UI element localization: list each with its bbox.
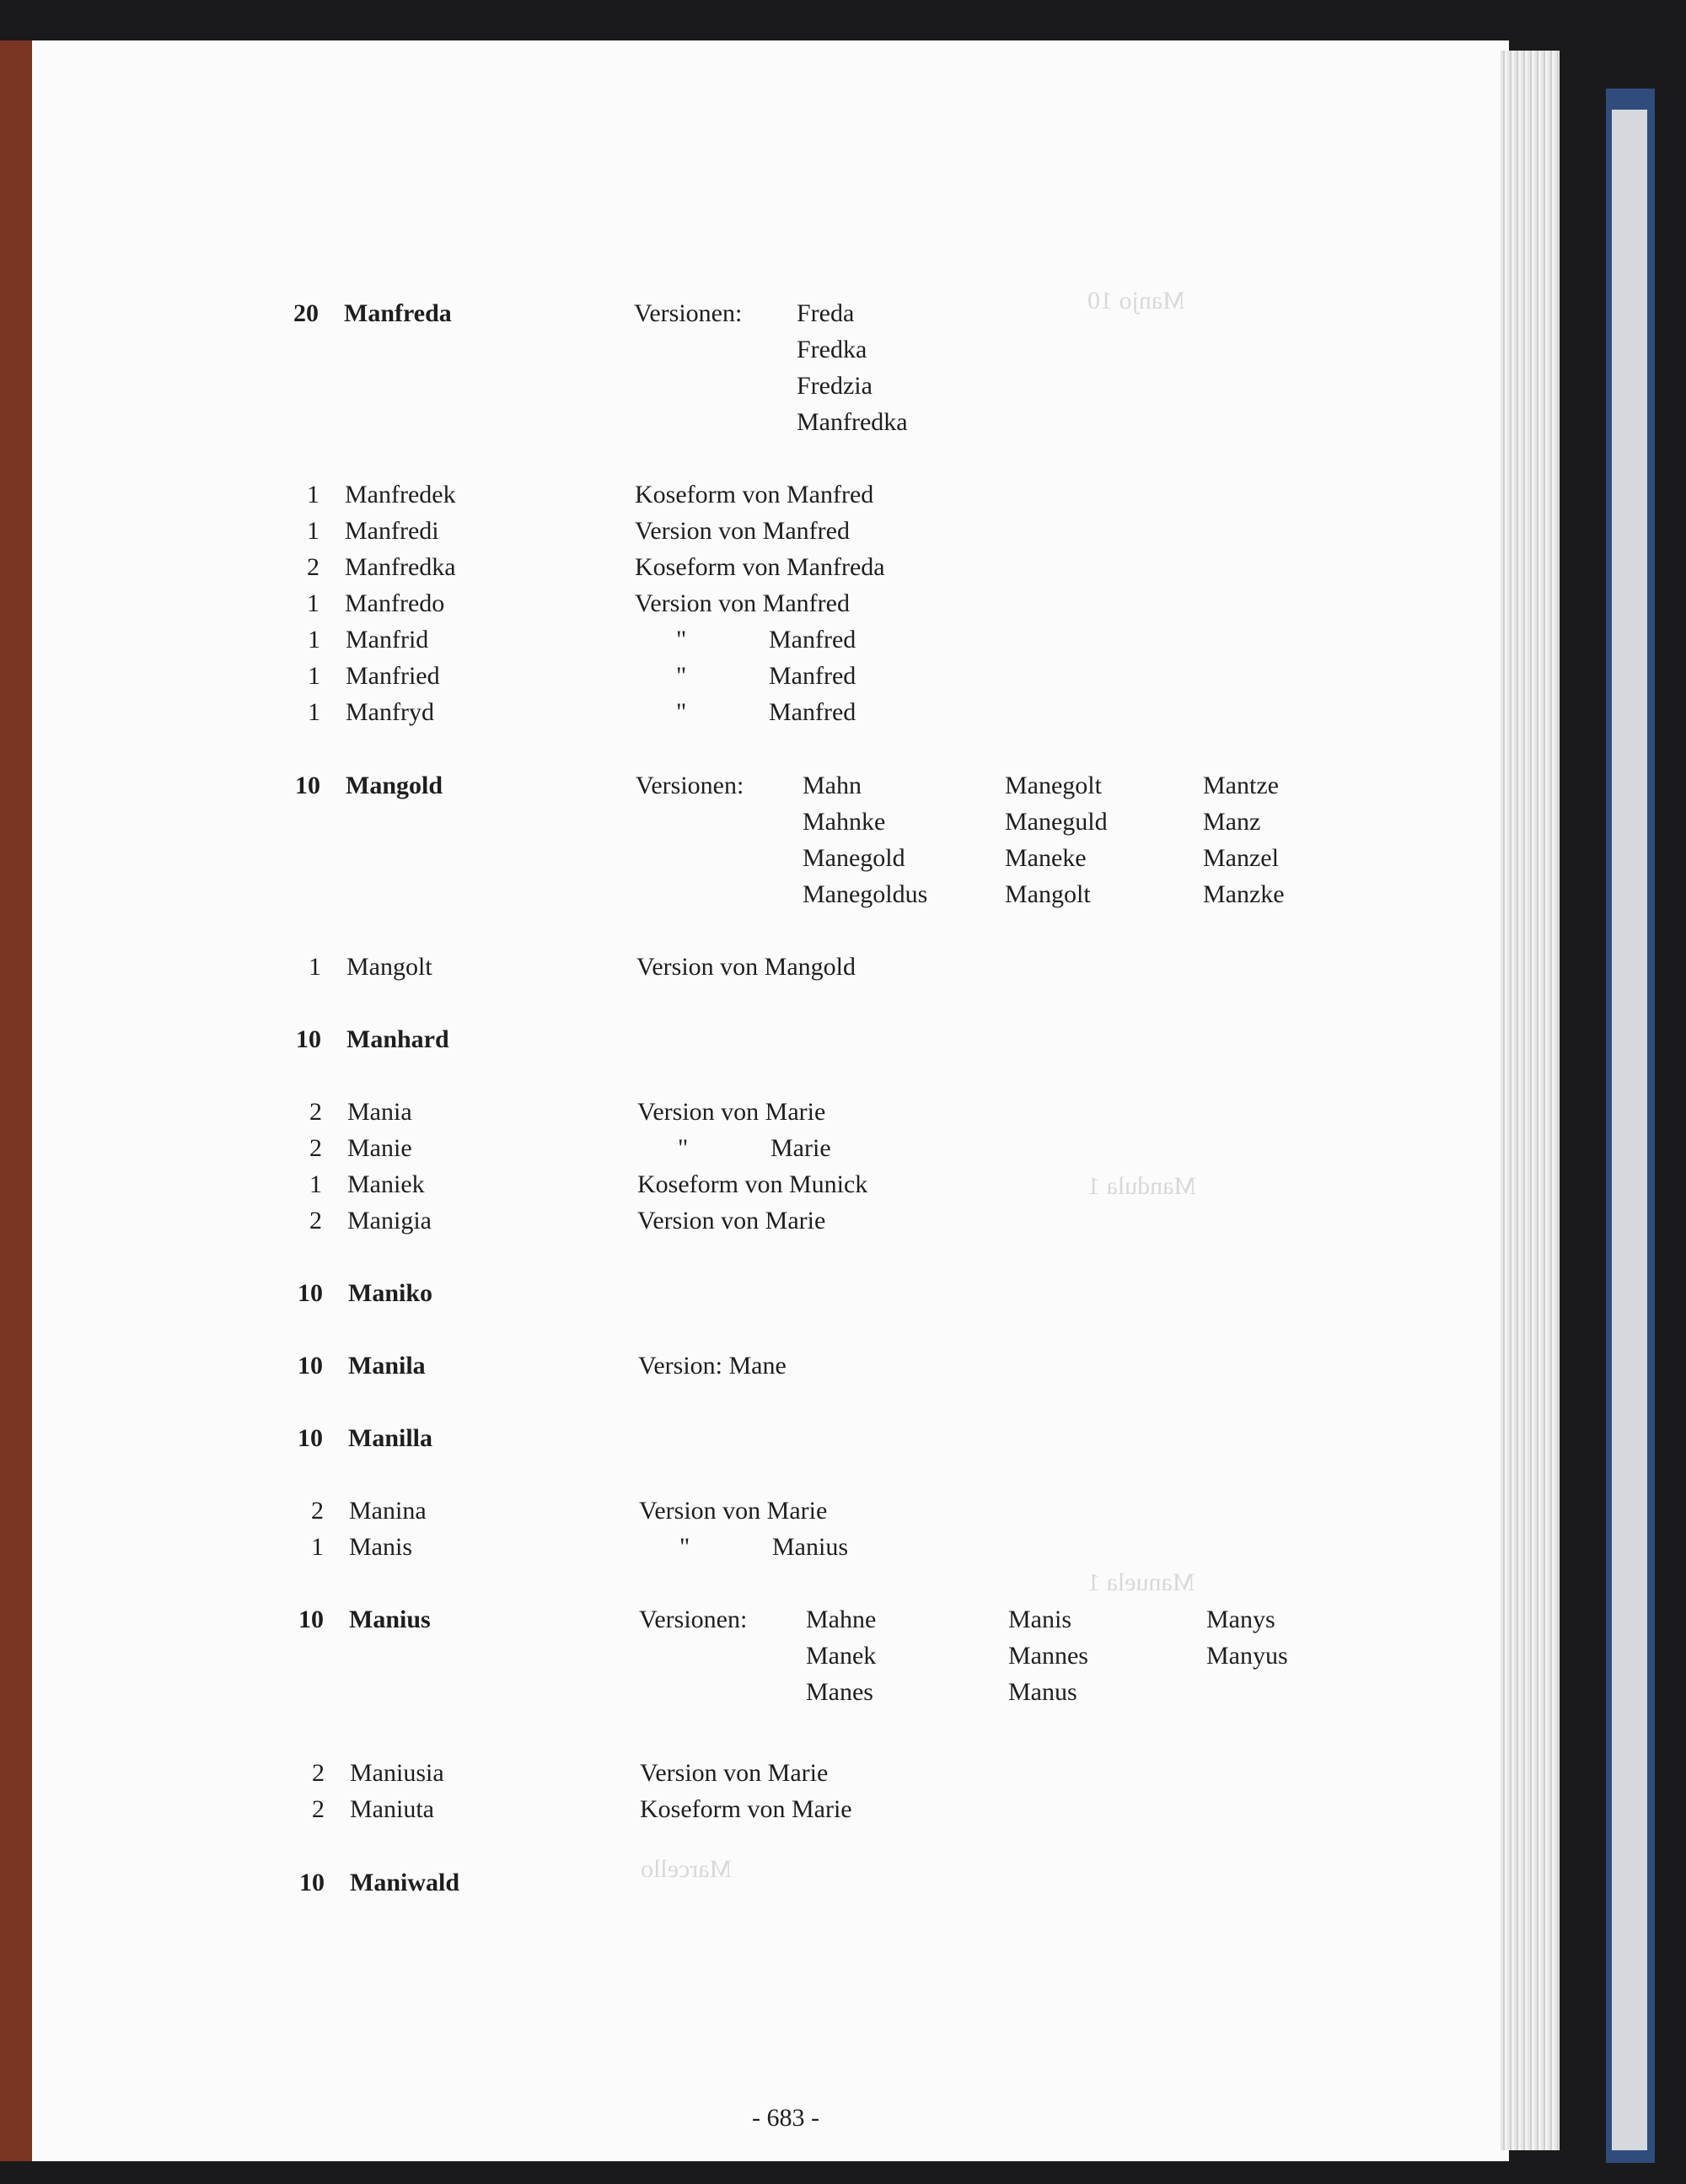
- entry-name: Manfredek: [345, 481, 456, 508]
- ditto-mark: ": [676, 662, 687, 690]
- entry-name: Manfryd: [346, 698, 434, 726]
- entry-description: Manfred: [769, 626, 856, 654]
- ditto-mark: ": [676, 698, 687, 726]
- entry-description: Koseform von Manfred: [635, 481, 874, 508]
- entry-count: 1: [311, 1533, 324, 1561]
- book-spine-edge: [0, 40, 34, 2161]
- entry-description: Manfred: [769, 698, 856, 726]
- entry-name: Manhard: [346, 1025, 449, 1053]
- entry-description: Version von Marie: [637, 1098, 826, 1126]
- entry-name: Maniusia: [350, 1759, 444, 1787]
- variant-name: Manyus: [1206, 1642, 1288, 1670]
- entry-count: 1: [308, 662, 320, 690]
- entry-description: Versionen:: [636, 772, 744, 799]
- variant-name: Manzel: [1203, 844, 1279, 872]
- entry-description: Koseform von Marie: [640, 1795, 852, 1823]
- entry-description: Marie: [771, 1134, 831, 1162]
- entry-description: Versionen:: [639, 1606, 748, 1633]
- entry-description: Version von Marie: [637, 1207, 826, 1235]
- ditto-mark: ": [679, 1533, 690, 1561]
- entry-count: 1: [307, 589, 319, 617]
- page-number: - 683 -: [752, 2104, 819, 2132]
- ditto-mark: ": [678, 1134, 689, 1162]
- entry-count: 1: [308, 698, 320, 726]
- variant-name: Mahn: [803, 772, 862, 799]
- entry-name: Mangolt: [346, 953, 432, 981]
- entry-count: 2: [312, 1759, 325, 1787]
- variant-name: Mahnke: [803, 808, 886, 836]
- entry-count: 1: [309, 953, 321, 981]
- variant-name: Manus: [1008, 1678, 1077, 1706]
- ditto-mark: ": [676, 626, 687, 654]
- variant-name: Manys: [1206, 1606, 1275, 1633]
- variant-name: Mangolt: [1005, 880, 1091, 908]
- entry-name: Manfredka: [345, 553, 456, 581]
- entry-count: 2: [312, 1795, 325, 1823]
- variant-name: Manzke: [1203, 880, 1285, 908]
- variant-name: Manegoldus: [803, 880, 928, 908]
- entry-description: Koseform von Manfreda: [635, 553, 885, 581]
- entry-count: 10: [299, 1869, 325, 1896]
- variant-name: Manis: [1008, 1606, 1071, 1633]
- show-through-text: Marcello: [641, 1855, 733, 1883]
- entry-name: Maniko: [348, 1279, 433, 1307]
- entry-description: Version von Manfred: [635, 517, 850, 545]
- cover-board: [1612, 110, 1647, 2150]
- variant-name: Manfredka: [797, 408, 908, 436]
- entry-name: Manfried: [346, 662, 440, 690]
- entry-name: Manigia: [347, 1207, 432, 1235]
- entry-name: Manfreda: [344, 299, 452, 327]
- entry-description: Manfred: [769, 662, 856, 690]
- variant-name: Manes: [806, 1678, 873, 1706]
- entry-description: Koseform von Munick: [637, 1170, 868, 1198]
- variant-name: Maneke: [1005, 844, 1087, 872]
- entry-description: Version von Marie: [640, 1759, 829, 1787]
- entry-description: Version: Mane: [638, 1352, 787, 1380]
- entry-name: Mania: [347, 1098, 412, 1126]
- variant-name: Manz: [1203, 808, 1261, 836]
- variant-name: Manegold: [803, 844, 905, 872]
- entry-name: Maniek: [347, 1170, 425, 1198]
- entry-name: Manis: [349, 1533, 412, 1561]
- entry-description: Version von Mangold: [636, 953, 856, 981]
- entry-description: Version von Marie: [639, 1497, 828, 1525]
- entry-count: 1: [307, 517, 319, 545]
- entry-name: Manilla: [348, 1424, 433, 1452]
- entry-name: Manius: [349, 1606, 431, 1633]
- entry-count: 2: [309, 1098, 322, 1126]
- entry-count: 10: [298, 1606, 324, 1633]
- variant-name: Manek: [806, 1642, 877, 1670]
- entry-count: 1: [309, 1170, 322, 1198]
- entry-count: 10: [295, 772, 320, 799]
- entry-name: Maniwald: [350, 1869, 460, 1896]
- show-through-text: Mandula 1: [1087, 1172, 1197, 1200]
- entry-count: 20: [293, 299, 319, 327]
- entry-name: Manfredi: [345, 517, 439, 545]
- entry-name: Manila: [348, 1352, 426, 1380]
- variant-name: Maneguld: [1005, 808, 1108, 836]
- variant-name: Manegolt: [1005, 772, 1102, 799]
- entry-name: Manfredo: [345, 589, 445, 617]
- entry-name: Manie: [347, 1134, 412, 1162]
- entry-description: Manius: [772, 1533, 848, 1561]
- show-through-text: Manjo 10: [1087, 287, 1185, 315]
- entry-count: 10: [298, 1352, 323, 1380]
- entry-name: Mangold: [346, 772, 443, 799]
- variant-name: Fredka: [797, 336, 867, 363]
- entry-count: 10: [298, 1424, 323, 1452]
- entry-count: 10: [296, 1025, 321, 1053]
- variant-name: Mantze: [1203, 772, 1279, 799]
- variant-name: Mahne: [806, 1606, 877, 1633]
- entry-count: 1: [307, 481, 319, 508]
- entry-description: Versionen:: [634, 299, 743, 327]
- entry-count: 1: [308, 626, 320, 654]
- entry-count: 2: [307, 553, 319, 581]
- variant-name: Freda: [797, 299, 855, 327]
- entry-count: 2: [309, 1207, 322, 1235]
- entry-count: 2: [309, 1134, 322, 1162]
- page-block-edge: [1501, 51, 1560, 2150]
- entry-name: Maniuta: [350, 1795, 434, 1823]
- entry-name: Manfrid: [346, 626, 429, 654]
- variant-name: Mannes: [1008, 1642, 1088, 1670]
- entry-name: Manina: [349, 1497, 427, 1525]
- entry-count: 2: [311, 1497, 324, 1525]
- entry-count: 10: [298, 1279, 323, 1307]
- variant-name: Fredzia: [797, 372, 873, 400]
- show-through-text: Manuela 1: [1087, 1568, 1195, 1596]
- entry-description: Version von Manfred: [635, 589, 850, 617]
